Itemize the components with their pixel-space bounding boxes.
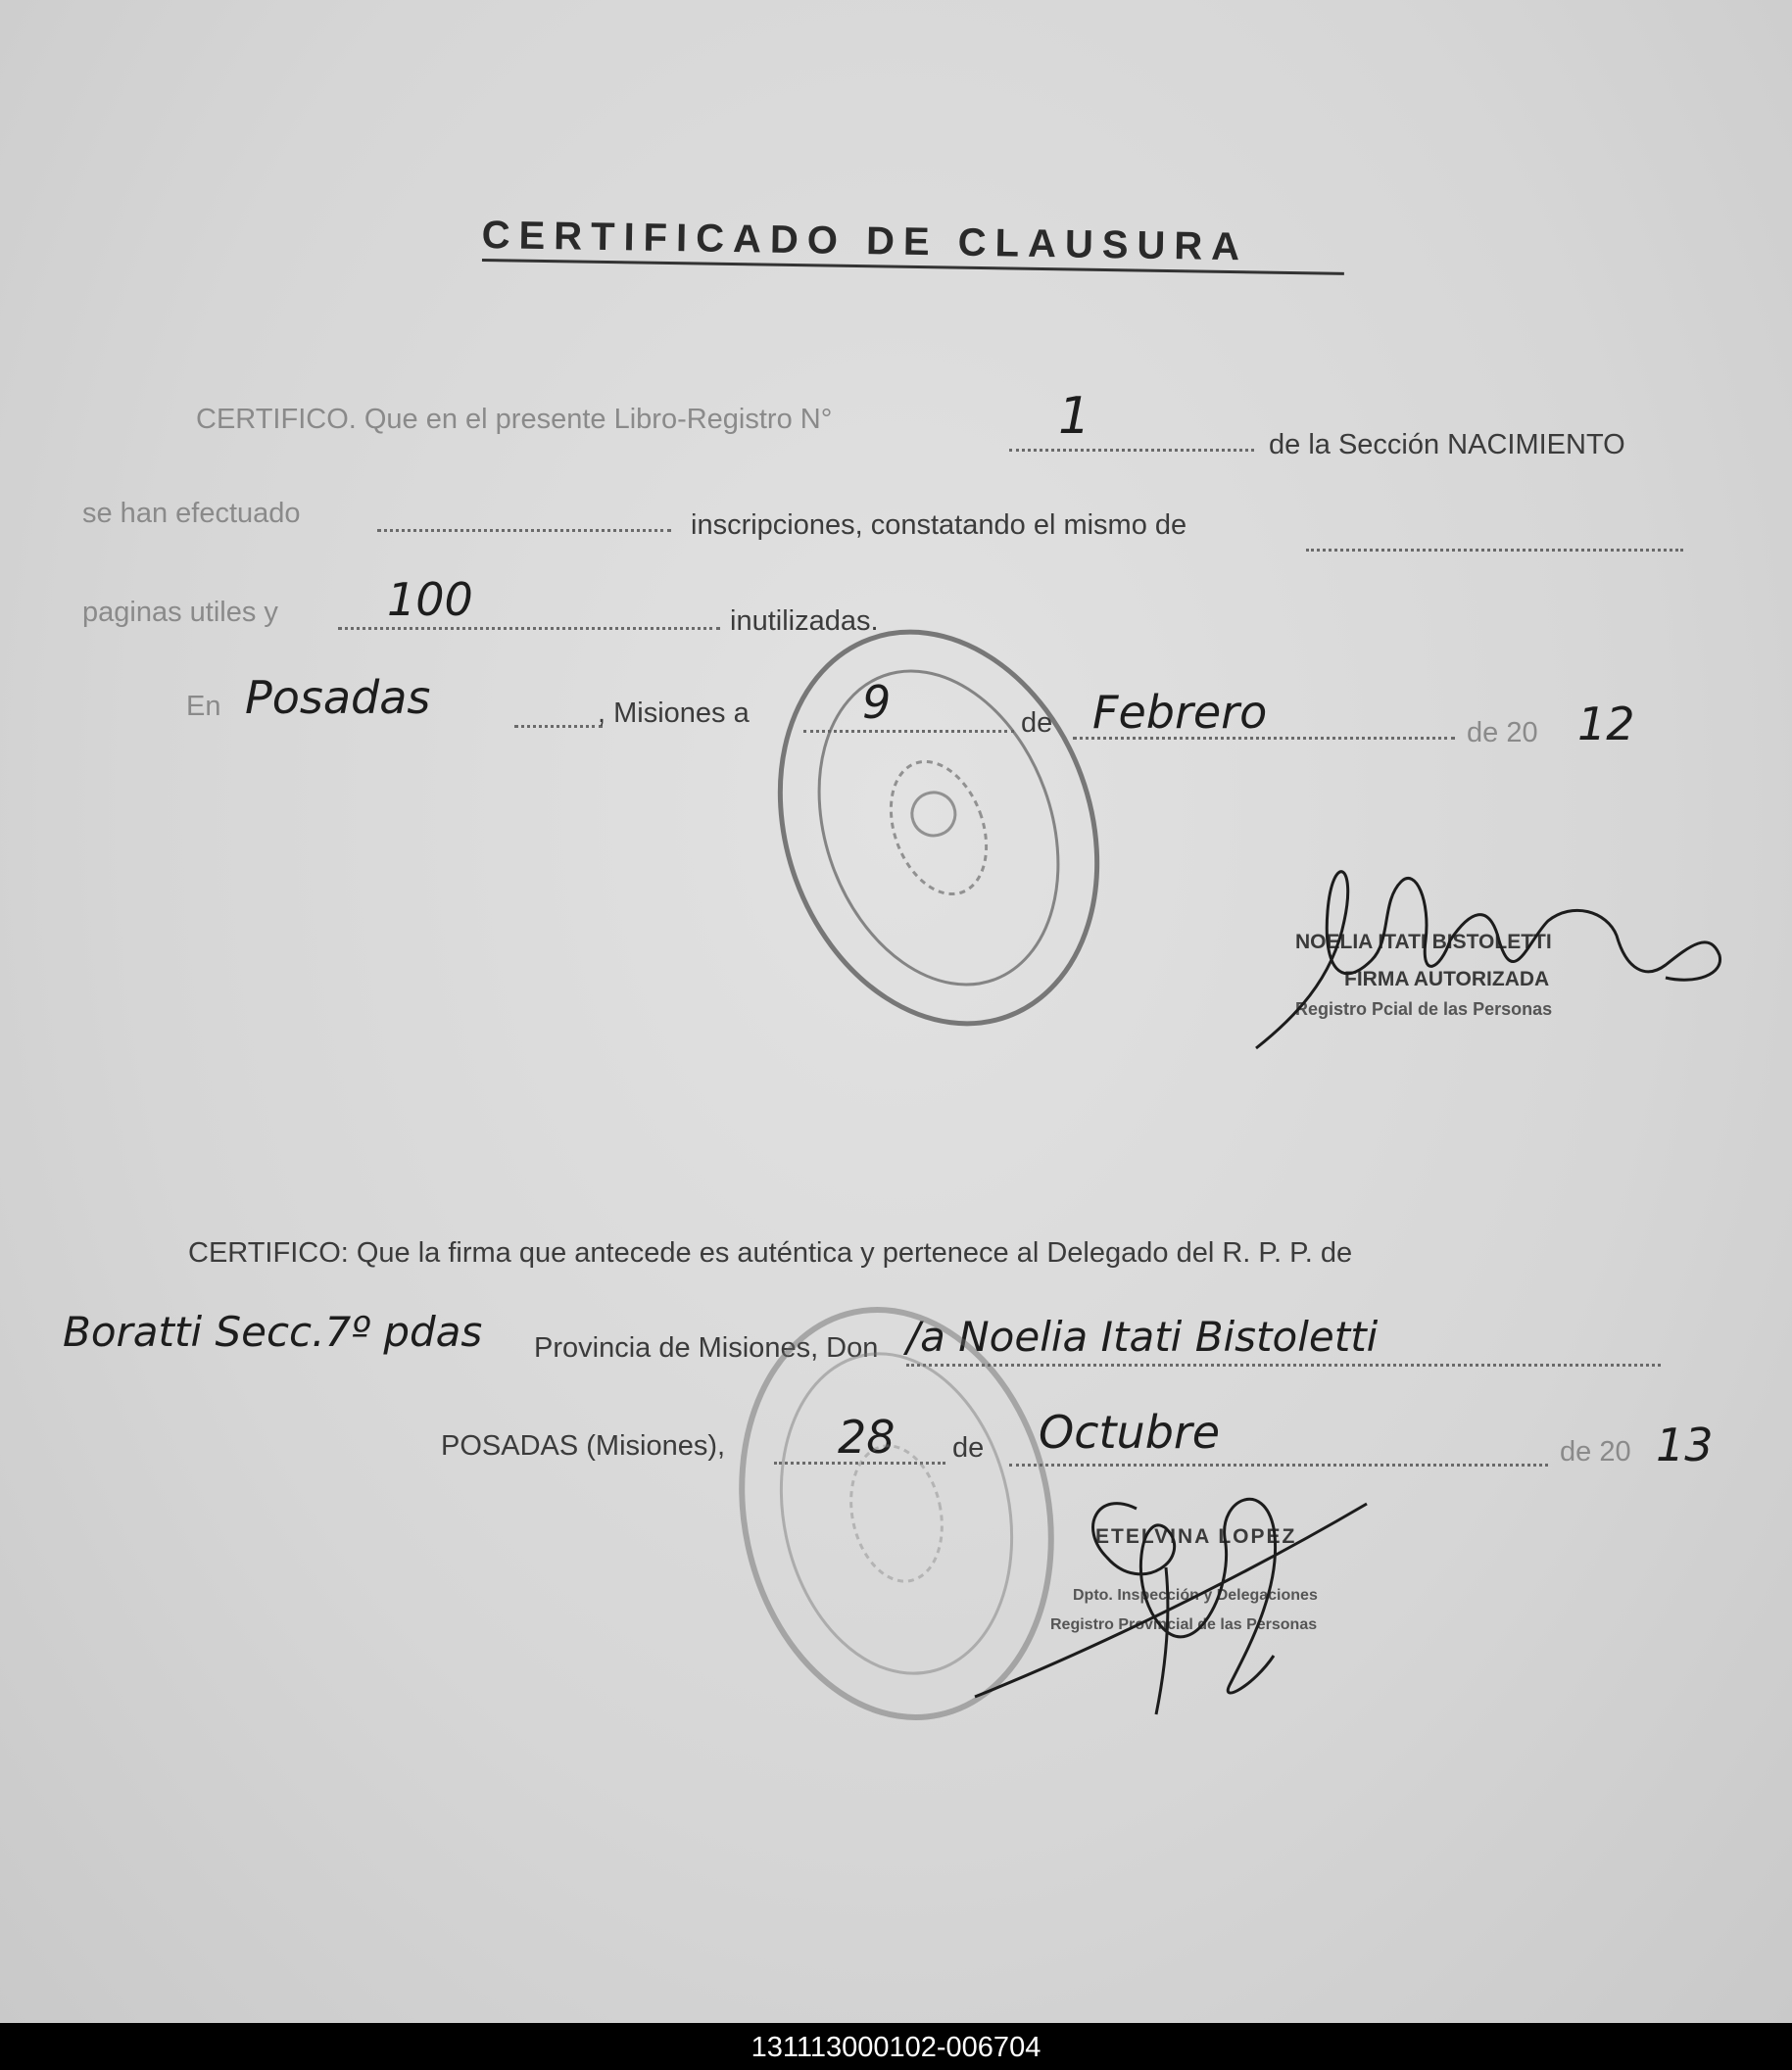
signatory-2-role: Dpto. Inspección y Delegaciones [1073,1587,1318,1604]
cert1-line1-start: CERTIFICO. Que en el presente Libro-Registro N° [196,404,833,435]
cert1-line1-end: de la Sección NACIMIENTO [1269,429,1625,460]
cert2-line3-posadas: POSADAS (Misiones), [441,1430,726,1462]
official-seal-stamp-2 [705,1280,1089,1746]
cert1-line3-end: inutilizadas. [730,605,879,637]
cert1-line2-start: se han efectuado [82,498,301,529]
handwritten-book-number: 1 [1058,387,1091,446]
handwritten-month-2: Octubre [1039,1406,1221,1459]
official-seal-stamp-1 [727,587,1150,1068]
handwritten-month: Febrero [1092,686,1268,739]
signatory-1-name: NOELIA ITATI BISTOLETTI [1295,931,1552,953]
signatory-2-name: ETELVINA LOPEZ [1095,1525,1297,1548]
cert2-line1: CERTIFICO: Que la firma que antecede es auténtica y pertenece al Delegado del R. P. P. de [188,1237,1353,1269]
handwritten-delegation: Boratti Secc.7º pdas [63,1308,483,1356]
handwritten-signature-2 [975,1499,1367,1714]
cert1-line2-mid: inscripciones, constatando el mismo de [691,509,1187,541]
cert1-line4-de: de [1021,707,1053,739]
handwritten-place: Posadas [245,671,431,724]
handwritten-year-2: 13 [1656,1419,1714,1471]
handwritten-day-2: 28 [838,1411,896,1464]
signatory-2-office: Registro Provincial de las Personas [1050,1616,1318,1633]
cert2-line3-de: de [952,1432,985,1464]
handwritten-year: 12 [1577,698,1635,750]
document-id: 131113000102-006704 [751,2032,1041,2063]
document-title: CERTIFICADO DE CLAUSURA [481,214,1249,269]
cert2-line3-year-prefix: de 20 [1560,1436,1631,1468]
document-id-bar [0,2023,1792,2070]
handwritten-day: 9 [862,676,892,729]
signatory-1-office: Registro Pcial de las Personas [1295,999,1553,1019]
signatory-1-role: FIRMA AUTORIZADA [1344,968,1550,990]
cert1-line4-misiones: , Misiones a [598,698,750,729]
cert1-line4-year-prefix: de 20 [1467,717,1538,748]
handwritten-signature-1 [1256,872,1720,1048]
handwritten-pages-count: 100 [387,573,473,626]
cert1-line3-start: paginas utiles y [82,597,278,628]
handwritten-delegate-name: /a Noelia Itati Bistoletti [906,1313,1379,1361]
cert1-line4-en: En [186,691,221,722]
cert2-line2-provincia: Provincia de Misiones, Don [534,1332,879,1364]
